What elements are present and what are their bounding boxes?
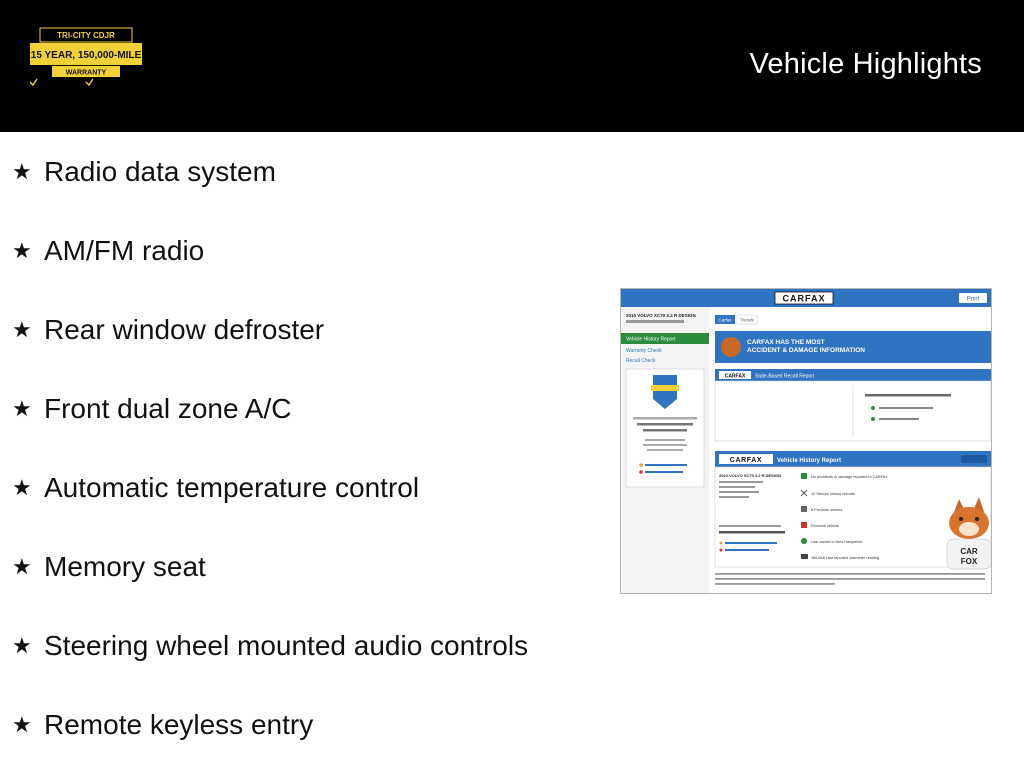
logo-line-3: WARRANTY (65, 69, 107, 77)
highlight-text: Last owned in New Hampshire (811, 540, 863, 544)
vehicle-type-icon (801, 522, 807, 528)
highlight-text: 8 Previous owners (811, 508, 843, 512)
feature-label: Steering wheel mounted audio controls (44, 630, 529, 661)
history-action-button[interactable] (961, 455, 987, 463)
feature-label: Front dual zone A/C (44, 393, 292, 424)
warranty-logo (30, 26, 142, 92)
star-icon: ★ (12, 396, 32, 421)
carfax-logo (775, 292, 833, 304)
star-icon: ★ (12, 633, 32, 658)
highlight-text: 165,648 Last reported odometer reading (811, 556, 879, 560)
highlight-text: No accidents or damage reported to CARFAX (811, 475, 888, 479)
svg-text:Trends: Trends (740, 317, 754, 323)
vin-line (626, 320, 684, 323)
feature-item (12, 310, 324, 350)
history-vehicle-title: 2010 VOLVO XC70 3.2 R DESIGN (719, 473, 781, 478)
print-button[interactable] (959, 293, 987, 303)
tab-trends[interactable] (737, 315, 757, 324)
star-icon: ★ (12, 317, 32, 342)
carfax-logo-medium: CARFAX (729, 457, 763, 464)
feature-label: AM/FM radio (44, 235, 205, 266)
odometer-icon (801, 554, 808, 559)
logo-line-2: 15 YEAR, 150,000-MILE (30, 50, 142, 61)
svg-text:Carfax: Carfax (718, 317, 732, 323)
location-icon (801, 538, 807, 544)
page-title: Vehicle Highlights (749, 48, 982, 80)
check-icon (86, 79, 93, 85)
highlight-text: 10 Service history records (811, 492, 855, 496)
feature-item (12, 626, 528, 666)
banner-line: ACCIDENT & DAMAGE INFORMATION (747, 347, 865, 354)
page-header (0, 0, 1024, 132)
feature-item (12, 468, 419, 508)
feature-label: Automatic temperature control (44, 472, 420, 503)
history-report-title: Vehicle History Report (777, 458, 842, 464)
feature-item (12, 389, 291, 429)
sidebar-link[interactable]: Recall Check (626, 358, 656, 364)
feature-item (12, 547, 206, 587)
check-icon (30, 79, 37, 85)
logo-line-1: TRI-CITY CDJR (57, 31, 115, 40)
carfax-logo-small: CARFAX (724, 373, 746, 380)
star-icon: ★ (12, 238, 32, 263)
feature-item (12, 231, 204, 271)
feature-label: Rear window defroster (44, 314, 325, 345)
svg-text:FOX: FOX (960, 557, 978, 566)
star-icon: ★ (12, 712, 32, 737)
vehicle-title: 2010 VOLVO XC70 3.2 R DESIGN (626, 313, 696, 318)
feature-label: Remote keyless entry (44, 709, 314, 740)
banner-line: CARFAX HAS THE MOST (747, 339, 825, 346)
feature-label: Memory seat (44, 551, 206, 582)
check-badge-icon (801, 473, 807, 479)
owner-icon (801, 506, 807, 512)
star-icon: ★ (12, 159, 32, 184)
feature-item (12, 152, 276, 192)
svg-text:CAR: CAR (960, 547, 978, 556)
svg-text:Print: Print (966, 296, 980, 303)
fox-mascot-icon (721, 337, 741, 357)
svg-text:CARFAX: CARFAX (782, 293, 826, 304)
highlight-text: Personal vehicle (811, 524, 839, 528)
star-icon: ★ (12, 475, 32, 500)
feature-label: Radio data system (44, 156, 276, 187)
state-report-title: State-Based Recall Report (755, 373, 815, 380)
feature-item (12, 705, 313, 745)
tab-carfax[interactable] (715, 315, 735, 324)
carfax-report-thumbnail[interactable] (620, 288, 992, 594)
star-icon: ★ (12, 554, 32, 579)
sidebar-link[interactable]: Vehicle History Report (626, 336, 676, 343)
sidebar-link[interactable]: Warranty Check (626, 348, 662, 354)
